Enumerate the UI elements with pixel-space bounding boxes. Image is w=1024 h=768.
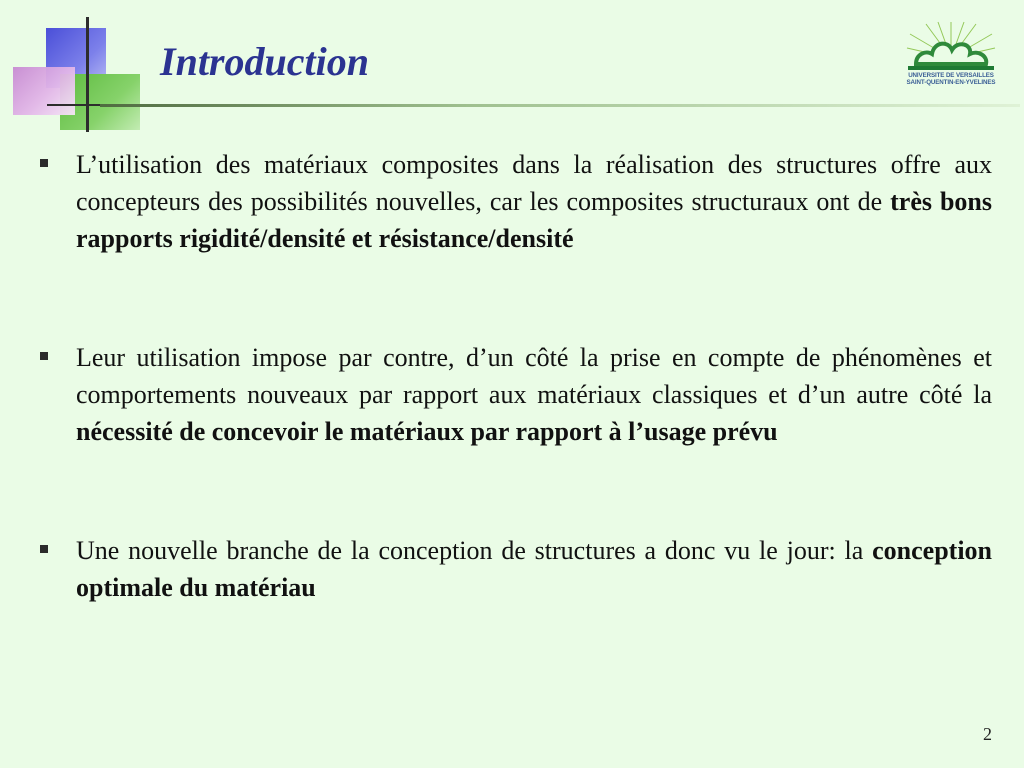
logo-text-line2: SAINT-QUENTIN-EN-YVELINES bbox=[906, 79, 996, 86]
bullet-bold-text: nécessité de concevoir le matériaux par rapport à l’usage prévu bbox=[76, 417, 778, 446]
logo-text-line1: UNIVERSITE DE VERSAILLES bbox=[908, 72, 994, 79]
slide-content bbox=[40, 146, 992, 606]
bullet-text: Leur utilisation impose par contre, d’un côté la prise en compte de phénomènes et comportements nouveaux par rapport aux matériaux classiques et d’un autre côté la bbox=[76, 343, 992, 409]
bullet-bold-text: conception optimale du matériau bbox=[76, 536, 993, 602]
bullet-square-icon bbox=[40, 352, 48, 360]
bullet-square-icon bbox=[40, 545, 48, 553]
title-underline bbox=[100, 104, 1020, 107]
bullet-item bbox=[40, 339, 992, 450]
slide-title: Introduction bbox=[160, 39, 369, 84]
logo-emblem-icon bbox=[906, 20, 996, 72]
bullet-text: L’utilisation des matériaux composites dans la réalisation des structures offre aux concepteurs des possibilités nouvelles, car les composites structuraux ont de bbox=[76, 150, 992, 216]
bullet-text: Une nouvelle branche de la conception de structures a donc vu le jour: la bbox=[76, 536, 864, 565]
decor-vertical-line bbox=[86, 17, 89, 132]
bullet-bold-text: très bons rapports rigidité/densité et résistance/densité bbox=[76, 187, 992, 253]
university-logo bbox=[906, 20, 996, 92]
bullet-item bbox=[40, 532, 992, 606]
bullet-square-icon bbox=[40, 159, 48, 167]
bullet-item bbox=[40, 146, 992, 257]
decor-pink-square bbox=[13, 67, 75, 115]
page-number: 2 bbox=[983, 724, 992, 744]
